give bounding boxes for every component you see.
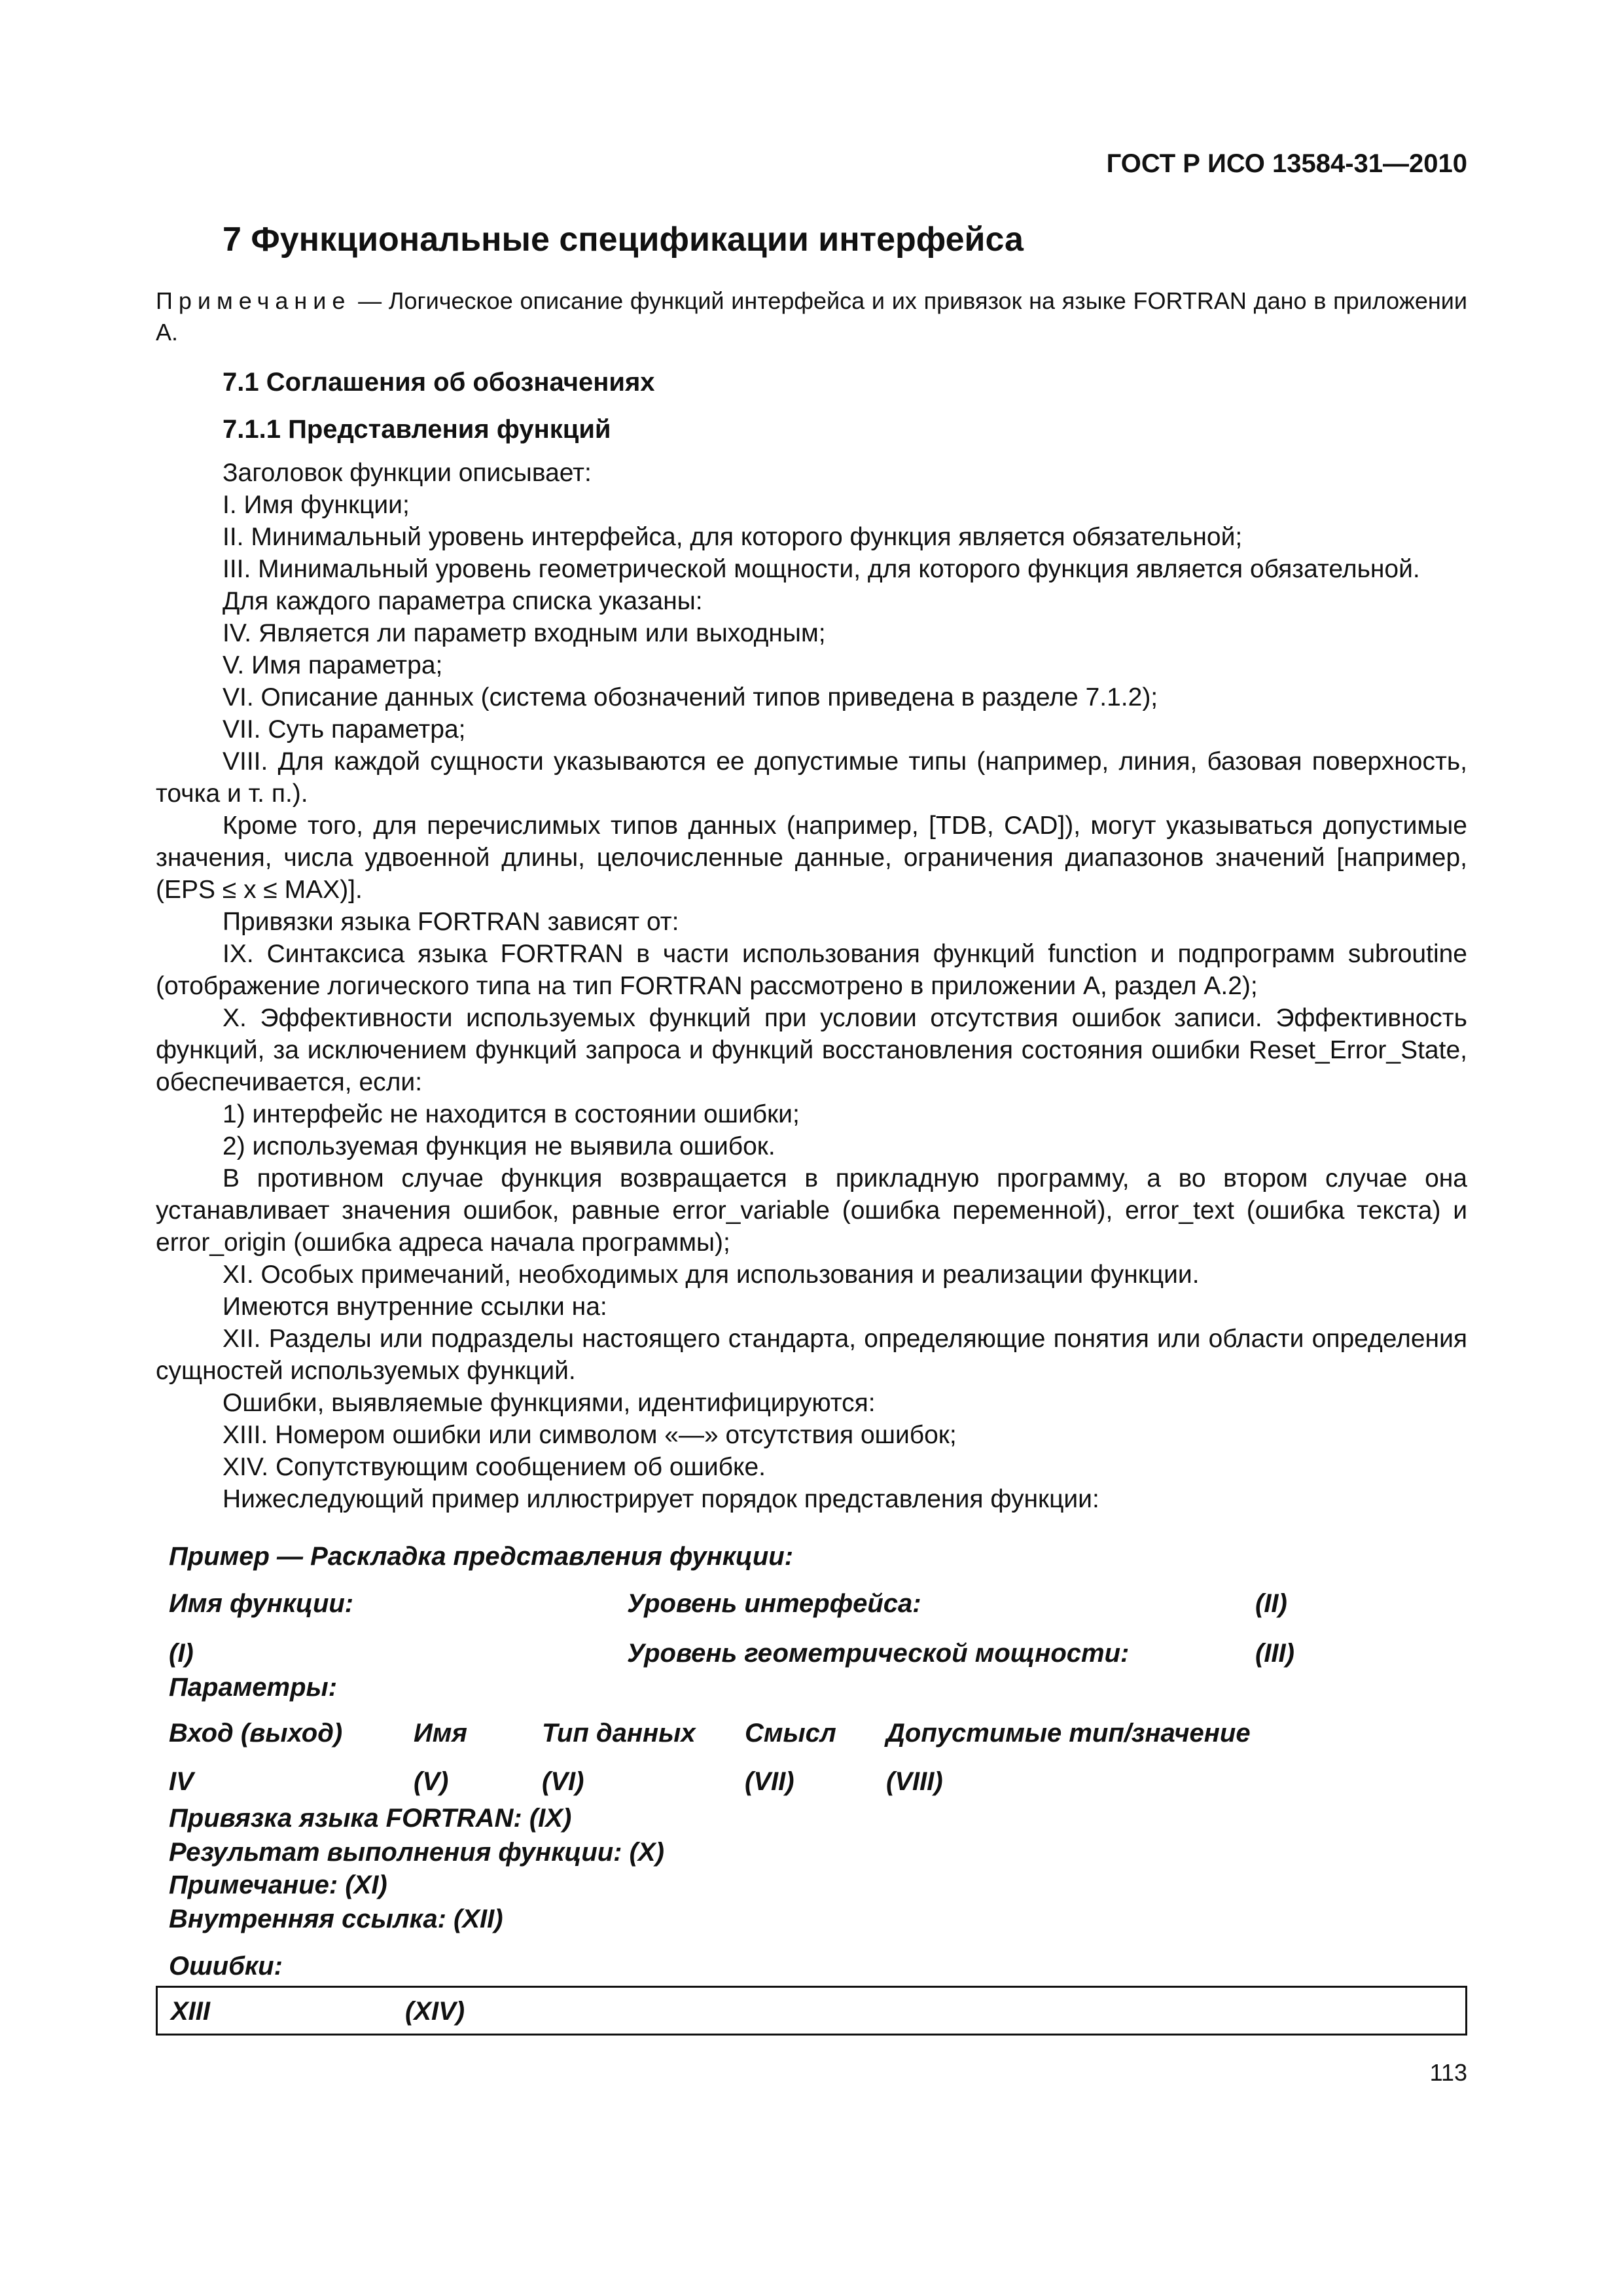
errors-box [156,1986,1467,2036]
paragraph: Для каждого параметра списка указаны: [223,587,703,615]
paragraph: III. Минимальный уровень геометрической мощности, для которого функция является обязательной. [223,555,1420,583]
example-remark: Примечание: (XI) [169,1871,387,1899]
document-header: ГОСТ Р ИСО 13584-31—2010 [1106,149,1467,178]
column-value-io: IV [169,1767,194,1796]
interface-level-value: (II) [1255,1589,1287,1618]
subsection-title: 7.1 Соглашения об обозначениях [223,368,655,397]
function-name-value: (I) [169,1639,194,1668]
paragraph: Кроме того, для перечислимых типов данных (например, [TDB, CAD]), могут указываться допустимые значения, числа удвоенной длины, целочисленные данные, ограничения диапазонов значений [например, (EPS ≤ x ≤ MAX)]. [156,812,1467,904]
paragraph: Имеются внутренние ссылки на: [223,1293,607,1321]
paragraph: VIII. Для каждой сущности указываются ее допустимые типы (например, линия, базовая поверхность, точка и т. п.). [156,747,1467,808]
paragraph: V. Имя параметра; [223,651,443,679]
note-label: Примечание [156,287,351,314]
interface-level-label: Уровень интерфейса: [627,1589,921,1618]
example-title: Пример — Раскладка представления функции: [169,1542,794,1571]
geometric-level-label: Уровень геометрической мощности: [627,1639,1130,1668]
column-header-meaning: Смысл [745,1719,836,1748]
paragraph: XIV. Сопутствующим сообщением об ошибке. [223,1453,766,1481]
paragraph: 1) интерфейс не находится в состоянии ошибки; [223,1100,800,1128]
paragraph: VI. Описание данных (система обозначений типов приведена в разделе 7.1.2); [223,683,1158,711]
paragraph: 2) используемая функция не выявила ошибок. [223,1132,776,1160]
paragraph: I. Имя функции; [223,491,410,519]
page-number: 113 [1429,2059,1467,2086]
paragraph: XIII. Номером ошибки или символом «—» отсутствия ошибок; [223,1421,957,1449]
error-message: (XIV) [405,1997,465,2026]
column-value-name: (V) [414,1767,449,1796]
section-title: 7 Функциональные спецификации интерфейса [223,221,1024,259]
paragraph: X. Эффективности используемых функций при условии отсутствия ошибок записи. Эффективность функций, за исключением функций запроса и функций восстановления состояния ошибки Reset_Error_State, обеспечивается, если: [156,1004,1467,1096]
paragraph: IV. Является ли параметр входным или выходным; [223,619,826,647]
column-header-io: Вход (выход) [169,1719,343,1748]
note [156,285,1467,348]
internal-reference: Внутренняя ссылка: (XII) [169,1905,503,1933]
paragraph: II. Минимальный уровень интерфейса, для которого функция является обязательной; [223,523,1243,551]
subsubsection-title: 7.1.1 Представления функций [223,415,611,444]
paragraph: Нижеследующий пример иллюстрирует порядок представления функции: [223,1485,1099,1513]
column-value-allowed: (VIII) [886,1767,943,1796]
column-value-meaning: (VII) [745,1767,794,1796]
paragraph: VII. Суть параметра; [223,715,466,744]
column-value-data-type: (VI) [542,1767,584,1796]
parameters-label: Параметры: [169,1673,338,1702]
column-header-data-type: Тип данных [542,1719,696,1748]
paragraph: XII. Разделы или подразделы настоящего стандарта, определяющие понятия или области определения сущностей используемых функций. [156,1325,1467,1385]
paragraph: В противном случае функция возвращается в прикладную программу, а во втором случае она устанавливает значения ошибок, равные error_variable (ошибка переменной), error_text (ошибка текста) и error_origin (ошибка адреса начала программы); [156,1164,1467,1257]
paragraph: Ошибки, выявляемые функциями, идентифицируются: [223,1389,876,1417]
body-text [156,457,1467,1515]
fortran-binding: Привязка языка FORTRAN: (IX) [169,1804,572,1833]
paragraph: IX. Синтаксиса языка FORTRAN в части использования функций function и подпрограмм subroutine (отображение логического типа на тип FORTRAN рассмотрено в приложении А, раздел А.2); [156,940,1467,1000]
paragraph: XI. Особых примечаний, необходимых для использования и реализации функции. [223,1261,1200,1289]
column-header-allowed: Допустимые тип/значение [886,1719,1251,1748]
paragraph: Привязки языка FORTRAN зависят от: [223,908,679,936]
geometric-level-value: (III) [1255,1639,1294,1668]
function-name-label: Имя функции: [169,1589,354,1618]
function-result: Результат выполнения функции: (X) [169,1838,664,1867]
errors-label: Ошибки: [169,1952,283,1981]
paragraph: Заголовок функции описывает: [223,459,592,487]
note-text: — Логическое описание функций интерфейса и их привязок на языке FORTRAN дано в приложении А. [156,287,1467,346]
error-code: XIII [171,1997,211,2026]
column-header-name: Имя [414,1719,467,1748]
